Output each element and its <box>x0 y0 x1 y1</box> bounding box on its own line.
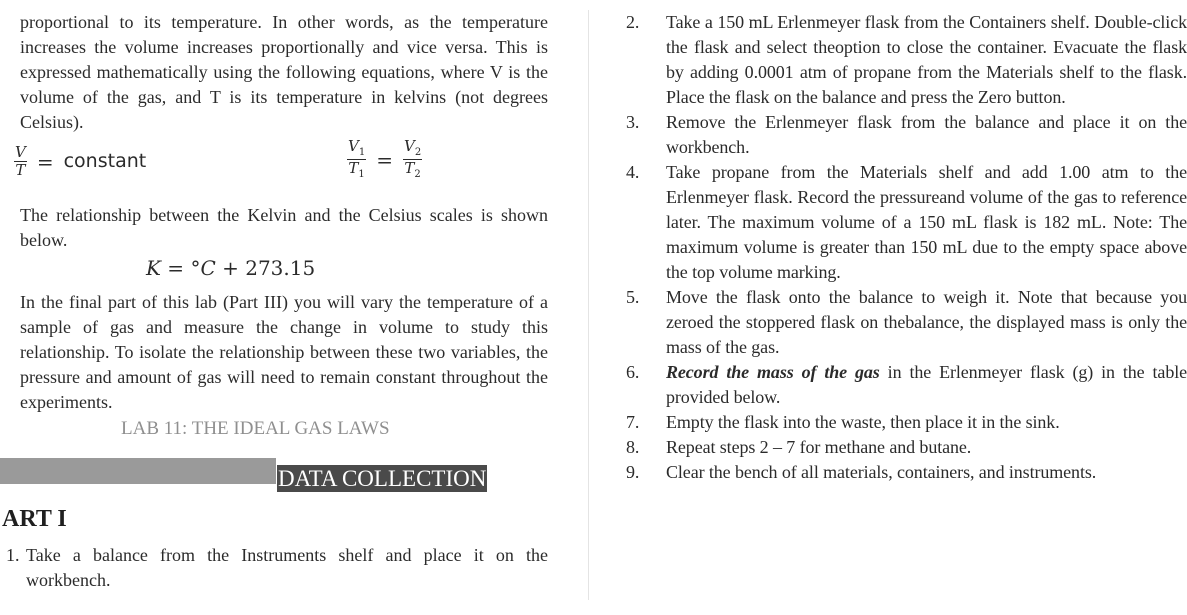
fraction-numerator <box>347 139 366 160</box>
step-text: Repeat steps 2 – 7 for methane and butane. <box>666 437 972 457</box>
degree-symbol: ° <box>190 256 201 280</box>
step-number: 8. <box>626 437 640 457</box>
left-steps-list <box>6 543 548 593</box>
part-heading: ART I <box>2 506 67 532</box>
step-item <box>626 285 1187 360</box>
kelvin-celsius-paragraph: The relationship between the Kelvin and the Celsius scales is shown below. <box>20 205 548 250</box>
equals-sign: = <box>160 256 191 280</box>
section-header-bar <box>0 458 276 484</box>
fraction-denominator <box>403 160 422 180</box>
lab-title: LAB 11: THE IDEAL GAS LAWS <box>121 418 390 439</box>
step-text: in the Erlenmeyer flask (g) in the table provided below. <box>666 362 1187 407</box>
step-number: 1. <box>6 545 20 565</box>
step-text: Take a 150 mL Erlenmeyer flask from the Containers shelf. Double-click the flask and select theoption to close the container. Evacuate the flask by adding 0.0001 atm of propane from the Materials shelf to the flask. Place the flask on the balance and press the Zero button. <box>666 12 1187 107</box>
subscript: 1 <box>358 169 365 180</box>
step-number: 2. <box>626 12 640 32</box>
step-text: Move the flask onto the balance to weigh it. Note that because you zeroed the stoppered flask on thebalance, the displayed mass is only the mass of the gas. <box>666 287 1187 357</box>
subscript: 1 <box>358 147 366 158</box>
fraction-v1-over-t1 <box>347 139 366 180</box>
step-text: Clear the bench of all materials, containers, and instruments. <box>666 462 1097 482</box>
constant-word: constant <box>63 150 147 172</box>
section-title: DATA COLLECTION <box>278 466 487 491</box>
step-item <box>6 543 548 593</box>
step-item <box>626 460 1187 485</box>
equals-sign: = <box>36 149 54 174</box>
fraction-denominator <box>347 160 366 180</box>
step-text: Empty the flask into the waste, then place it in the sink. <box>666 412 1060 432</box>
column-divider <box>588 10 589 600</box>
step-item <box>626 10 1187 110</box>
step-number: 6. <box>626 362 640 382</box>
step-item <box>626 360 1187 410</box>
fraction-numerator: V <box>15 143 26 161</box>
step-number: 4. <box>626 162 640 182</box>
equals-sign: = <box>376 147 393 172</box>
step-text: Remove the Erlenmeyer flask from the balance and place it on the workbench. <box>666 112 1187 157</box>
var-k: K <box>146 256 161 280</box>
step-number: 3. <box>626 112 640 132</box>
step-emphasis: Record the mass of the gas <box>666 362 880 382</box>
step-number: 9. <box>626 462 640 482</box>
fraction-denominator: T <box>15 161 26 179</box>
subscript: 2 <box>414 147 422 158</box>
intro-paragraph: proportional to its temperature. In other words, as the temperature increases the volume increases proportionally and vice versa. This is expressed mathematically using the following equations, where V is the volume of the gas, and T is its temperature in kelvins (not degrees Celsius). <box>20 12 548 132</box>
step-number: 7. <box>626 412 640 432</box>
subscript: 2 <box>414 169 421 180</box>
step-text: Take a balance from the Instruments shelf and place it on the workbench. <box>26 545 548 590</box>
right-steps-list <box>626 10 1187 485</box>
part-three-paragraph: In the final part of this lab (Part III) you will vary the temperature of a sample of gas and measure the change in volume to study this relationship. To isolate the relationship between these two variables, the pressure and amount of gas will need to remain constant throughout the experiments. <box>20 292 548 412</box>
step-item <box>626 410 1187 435</box>
equation-charles-law-ratio <box>347 139 422 180</box>
var-t: T <box>404 159 415 177</box>
kelvin-equation <box>146 258 315 278</box>
var-v: V <box>348 137 359 155</box>
equation-v-over-t-constant <box>14 145 146 178</box>
fraction-numerator <box>403 139 422 160</box>
fraction-v-over-t <box>14 145 27 178</box>
step-text: Take propane from the Materials shelf and add 1.00 atm to the Erlenmeyer flask. Record the pressureand volume of the gas to reference later. The maximum volume of a 150 mL flask is 182 mL. Note: The maximum volume is greater than 150 mL due to the empty space above the top volume marking. <box>666 162 1187 282</box>
var-t: T <box>348 159 359 177</box>
step-item <box>626 435 1187 460</box>
step-item <box>626 160 1187 285</box>
step-number: 5. <box>626 287 640 307</box>
var-c: C <box>200 256 216 280</box>
fraction-v2-over-t2 <box>403 139 422 180</box>
step-item <box>626 110 1187 160</box>
var-v: V <box>403 137 415 155</box>
offset-term: + 273.15 <box>215 256 316 280</box>
